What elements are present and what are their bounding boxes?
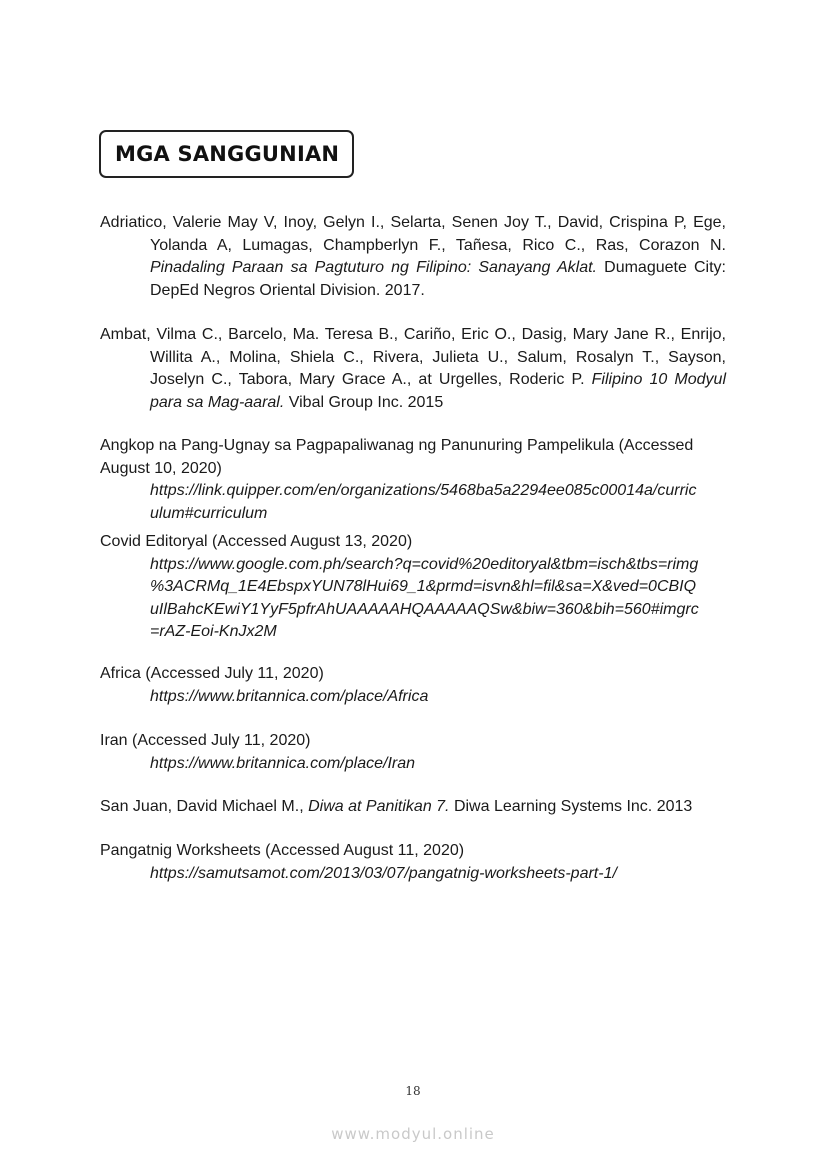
reference-url[interactable]: https://www.google.com.ph/search?q=covid%20editoryal&tbm=isch&tbs=rimg [150, 555, 699, 573]
reference-url[interactable]: ulum#curriculum [150, 504, 268, 522]
reference-title: Diwa at Panitikan 7. [308, 798, 450, 815]
reference-url[interactable]: https://samutsamot.com/2013/03/07/pangatnig-worksheets-part-1/ [150, 864, 617, 882]
reference-entry [100, 212, 726, 302]
reference-entry [100, 663, 726, 708]
reference-line: Yolanda A, Lumagas, Champberlyn F., Tañesa, Rico C., Ras, Corazon N. [150, 236, 726, 254]
reference-entry [100, 324, 726, 414]
reference-line: Willita A., Molina, Shiela C., Rivera, Julieta U., Salum, Rosalyn T., Sayson, [150, 348, 726, 366]
reference-url[interactable]: =rAZ-Eoi-KnJx2M [150, 623, 277, 640]
reference-url[interactable]: uIlBahcKEwiY1YyF5pfrAhUAAAAAHQAAAAAQSw&biw=360&bih=560#imgrc [150, 600, 699, 618]
reference-line: Iran (Accessed July 11, 2020) [100, 732, 311, 749]
heading-box [99, 130, 354, 178]
reference-url[interactable]: https://link.quipper.com/en/organizations/5468ba5a2294ee085c00014a/curric [150, 482, 697, 499]
reference-line: Covid Editoryal (Accessed August 13, 2020) [100, 533, 413, 550]
reference-url[interactable]: https://www.britannica.com/place/Africa [150, 687, 429, 705]
page-number: 18 [405, 1084, 421, 1098]
reference-entry [100, 796, 726, 819]
reference-entry [100, 840, 726, 885]
watermark: www.modyul.online [331, 1125, 495, 1143]
reference-line: Adriatico, Valerie May V, Inoy, Gelyn I., Selarta, Senen Joy T., David, Crispina P, Ege, [100, 214, 726, 231]
reference-line: para sa Mag-aaral. Vibal Group Inc. 2015 [150, 393, 444, 411]
reference-title: para sa Mag-aaral. [150, 393, 285, 411]
reference-line: Angkop na Pang-Ugnay sa Pagpapaliwanag ng Panunuring Pampelikula (Accessed [100, 437, 694, 454]
reference-line: Africa (Accessed July 11, 2020) [100, 665, 324, 682]
reference-title: Filipino 10 Modyul [591, 371, 726, 388]
reference-line: Pangatnig Worksheets (Accessed August 11, 2020) [100, 842, 465, 859]
reference-entry [100, 435, 726, 525]
reference-entry [100, 531, 726, 644]
reference-line: Joselyn C., Tabora, Mary Grace A., at Urgelles, Roderic P. Filipino 10 Modyul [150, 371, 726, 388]
reference-line: DepEd Negros Oriental Division. 2017. [150, 281, 425, 299]
reference-line: August 10, 2020) [100, 459, 222, 477]
reference-url[interactable]: https://www.britannica.com/place/Iran [150, 754, 416, 772]
reference-line: Pinadaling Paraan sa Pagtuturo ng Filipino: Sanayang Aklat. Dumaguete City: [150, 259, 726, 276]
reference-line: San Juan, David Michael M., Diwa at Panitikan 7. Diwa Learning Systems Inc. 2013 [100, 798, 693, 815]
reference-line: Ambat, Vilma C., Barcelo, Ma. Teresa B., Cariño, Eric O., Dasig, Mary Jane R., Enrijo, [100, 326, 726, 343]
reference-entry [100, 730, 726, 775]
reference-url[interactable]: %3ACRMq_1E4EbspxYUN78lHui69_1&prmd=isvn&hl=fil&sa=X&ved=0CBIQ [150, 578, 697, 595]
page-title: MGA SANGGUNIAN [115, 142, 340, 166]
reference-title: Pinadaling Paraan sa Pagtuturo ng Filipino: Sanayang Aklat. [150, 259, 597, 276]
